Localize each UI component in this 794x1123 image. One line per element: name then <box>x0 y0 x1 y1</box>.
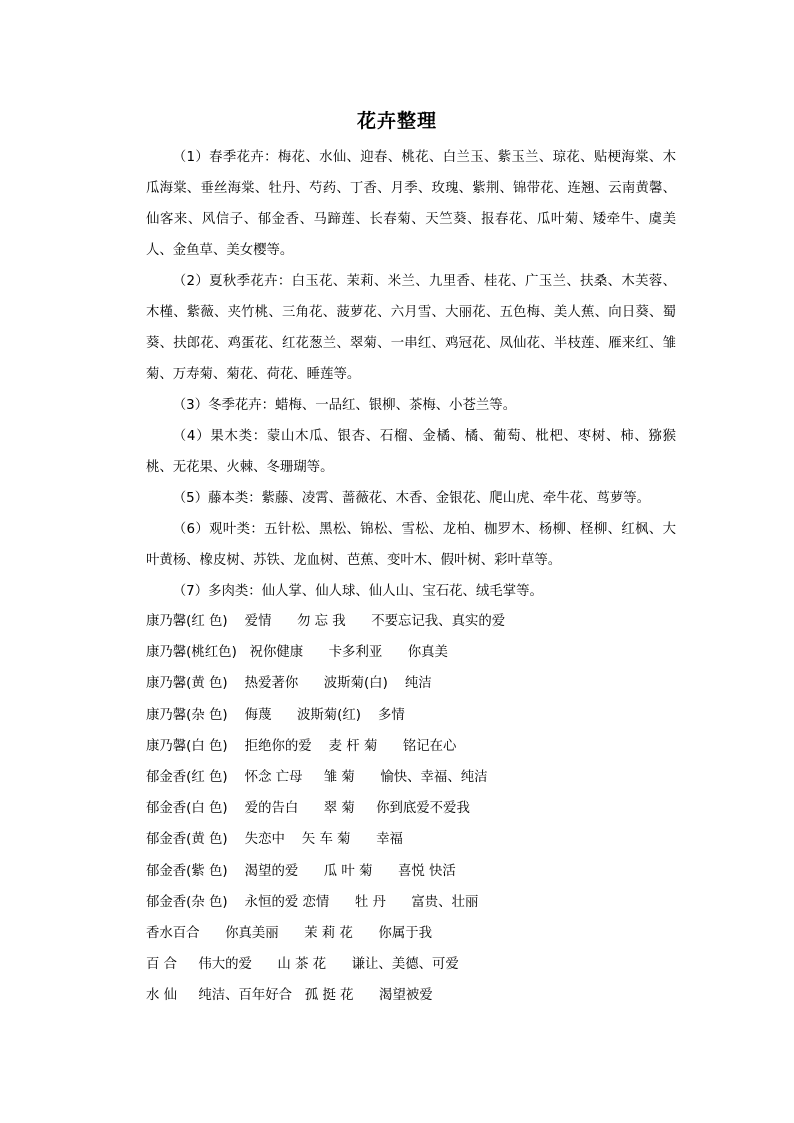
paragraph-succulent: （7）多肉类：仙人掌、仙人球、仙人山、宝石花、绒毛掌等。 <box>172 584 543 599</box>
flower-language-row: 郁金香(白 色) 爱的告白 翠 菊 你到底爱不爱我 <box>146 801 470 817</box>
flower-language-row: 康乃馨(红 色) 爱情 勿 忘 我 不要忘记我、真实的爱 <box>146 614 506 629</box>
flower-language-row: 郁金香(紫 色) 渴望的爱 瓜 叶 菊 喜悦 快活 <box>146 863 456 879</box>
paragraph-foliage: （6）观叶类：五针松、黑松、锦松、雪松、龙柏、枷罗木、杨柳、柽柳、红枫、大叶黄杨、橡皮树、苏铁、龙血树、芭蕉、变叶木、假叶树、彩叶草等。 <box>146 522 676 568</box>
paragraph-fruit: （4）果木类：蒙山木瓜、银杏、石榴、金橘、橘、葡萄、枇杷、枣树、柿、猕猴桃、无花果、火棘、冬珊瑚等。 <box>146 429 676 475</box>
flower-language-row: 郁金香(红 色) 怀念 亡母 雏 菊 愉快、幸福、纯洁 <box>146 769 488 785</box>
page-title: 花卉整理 <box>356 110 437 132</box>
flower-language-row: 康乃馨(白 色) 拒绝你的爱 麦 杆 菊 铭记在心 <box>146 738 457 754</box>
paragraph-summer-autumn: （2）夏秋季花卉：白玉花、茉莉、米兰、九里香、桂花、广玉兰、扶桑、木芙蓉、木槿、紫薇、夹竹桃、三角花、菠萝花、六月雪、大丽花、五色梅、美人蕉、向日葵、蜀葵、扶郎花、鸡蛋花、红花葱兰、翠菊、一串红、鸡冠花、凤仙花、半枝莲、雁来红、雏菊、万寿菊、菊花、荷花、睡莲等。 <box>146 274 676 382</box>
paragraph-vine: （5）藤本类：紫藤、凌霄、蔷薇花、木香、金银花、爬山虎、牵牛花、茑萝等。 <box>172 491 650 506</box>
paragraph-spring: （1）春季花卉：梅花、水仙、迎春、桃花、白兰玉、紫玉兰、琼花、贴梗海棠、木瓜海棠、垂丝海棠、牡丹、芍药、丁香、月季、玫瑰、紫荆、锦带花、连翘、云南黄馨、仙客来、风信子、郁金香、马蹄莲、长春菊、天竺葵、报春花、瓜叶菊、矮牵牛、虞美人、金鱼草、美女樱等。 <box>146 150 676 258</box>
category-list <box>146 142 676 607</box>
flower-language-row: 康乃馨(黄 色) 热爱著你 波斯菊(白) 纯洁 <box>146 676 432 692</box>
flower-language-row: 香水百合 你真美丽 茉 莉 花 你属于我 <box>146 925 432 941</box>
flower-language-list <box>146 606 686 1011</box>
flower-language-row: 郁金香(黄 色) 失恋中 矢 车 菊 幸福 <box>146 832 403 848</box>
paragraph-winter: （3）冬季花卉：蜡梅、一品红、银柳、茶梅、小苍兰等。 <box>172 398 517 413</box>
flower-language-row: 康乃馨(杂 色) 侮蔑 波斯菊(红) 多情 <box>146 707 405 723</box>
flower-language-row: 康乃馨(桃红色) 祝你健康 卡多利亚 你真美 <box>146 645 448 661</box>
flower-language-row: 郁金香(杂 色) 永恒的爱 恋情 牡 丹 富贵、壮丽 <box>146 894 479 910</box>
flower-language-row: 水 仙 纯洁、百年好合 孤 挺 花 渴望被爱 <box>146 988 433 1004</box>
flower-language-row: 百 合 伟大的爱 山 茶 花 谦让、美德、可爱 <box>146 957 459 973</box>
